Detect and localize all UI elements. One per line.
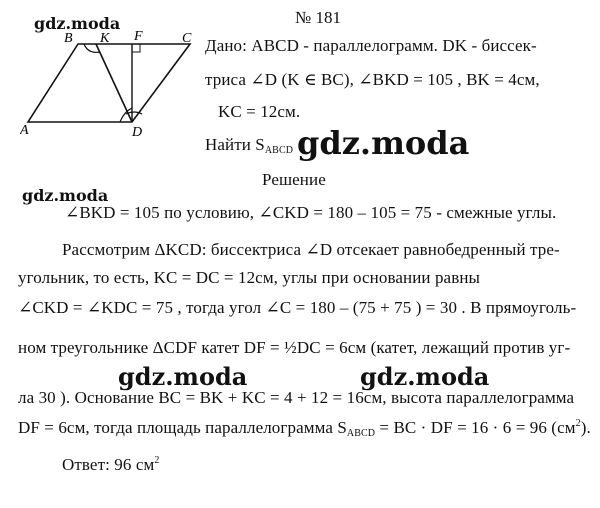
area-line-rest: = BC · DF = 16 · 6 = 96 (см (375, 418, 576, 437)
area-line-start: DF = 6см, тогда площадь параллелограмма S (18, 418, 347, 437)
solution-line-3: угольник, то есть, KC = DC = 12см, углы при основании равны (18, 268, 481, 287)
solution-header: Решение (262, 170, 326, 189)
given-line-2: триса ∠D (K ∈ BC), ∠BKD = 105 , BK = 4см, (205, 70, 540, 89)
label-k: K (100, 31, 110, 46)
given-line-1: Дано: ABCD - параллелограмм. DK - биссек- (205, 36, 537, 55)
solution-line-4: ∠CKD = ∠KDC = 75 , тогда угол ∠C = 180 – (75 + 75 ) = 30 . В прямоуголь- (18, 298, 577, 317)
solution-line-2: Рассмотрим ΔKCD: биссектриса ∠D отсекает равнобедренный тре- (62, 240, 560, 259)
label-f: F (134, 29, 143, 44)
answer-superscript: 2 (154, 455, 160, 466)
watermark-bottom-1: gdz.moda (118, 362, 248, 391)
find-label: Найти S (205, 135, 265, 154)
label-b: B (64, 31, 73, 46)
find-subscript: ABCD (264, 145, 294, 156)
parallelogram-outline (28, 44, 190, 122)
parallelogram-figure (20, 28, 200, 138)
label-d: D (132, 125, 143, 138)
label-c: C (182, 31, 192, 46)
watermark-big: gdz.moda (297, 124, 470, 162)
area-line-close: ). (580, 418, 591, 437)
solution-line-1: ∠BKD = 105 по условию, ∠CKD = 180 – 105 = 75 - смежные углы. (65, 203, 557, 222)
problem-number: № 181 (295, 8, 341, 27)
bisector-dk (96, 44, 132, 122)
area-superscript: 2 (575, 418, 581, 429)
given-line-3: KC = 12см. (218, 102, 301, 121)
area-subscript: ABCD (346, 428, 376, 439)
solution-line-7 (18, 418, 591, 439)
right-angle-f (132, 44, 140, 52)
watermark-top-left: gdz.moda (34, 14, 121, 33)
answer-text: Ответ: 96 см (62, 455, 155, 474)
find-line (205, 135, 293, 156)
answer-line (62, 455, 159, 475)
solution-line-6: ла 30 ). Основание BC = BK + KC = 4 + 12 = 16см, высота параллелограмма (18, 388, 575, 407)
watermark-left-mid: gdz.moda (22, 186, 109, 205)
solution-line-5: ном треугольнике ΔCDF катет DF = ½DC = 6см (катет, лежащий против уг- (18, 338, 571, 357)
label-a: A (20, 123, 29, 138)
watermark-bottom-2: gdz.moda (360, 362, 490, 391)
